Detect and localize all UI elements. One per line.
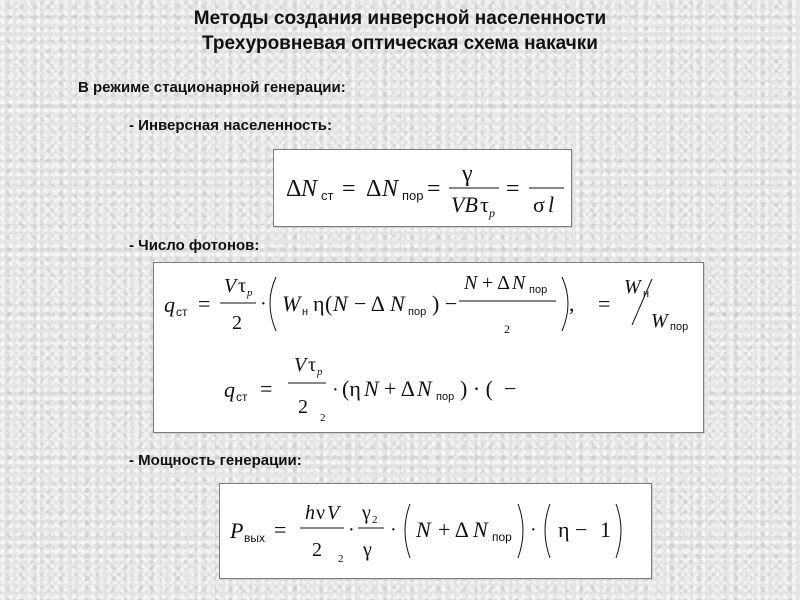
svg-text:N: N bbox=[364, 376, 379, 401]
svg-text:=: = bbox=[274, 517, 287, 542]
svg-text:ст: ст bbox=[236, 390, 248, 404]
inversion-formula-box bbox=[273, 149, 572, 227]
svg-text:2: 2 bbox=[372, 514, 378, 526]
photons-label: - Число фотонов: bbox=[129, 237, 260, 254]
svg-text:q: q bbox=[164, 292, 175, 317]
svg-text:−: − bbox=[504, 376, 517, 401]
svg-text:N: N bbox=[512, 272, 526, 294]
svg-text:γ: γ bbox=[462, 161, 473, 187]
svg-text:W: W bbox=[282, 291, 301, 316]
svg-text:V: V bbox=[327, 502, 340, 524]
svg-text:=: = bbox=[506, 176, 520, 202]
svg-text:l: l bbox=[548, 192, 555, 217]
sub-out: вых bbox=[244, 531, 265, 545]
photons-formula bbox=[154, 263, 703, 432]
svg-text:γ: γ bbox=[362, 502, 371, 524]
svg-text:·: · bbox=[348, 519, 355, 541]
svg-text:·: · bbox=[390, 519, 397, 541]
svg-text:2: 2 bbox=[298, 396, 308, 418]
svg-text:h: h bbox=[305, 502, 315, 524]
svg-text:пор: пор bbox=[408, 306, 427, 318]
svg-text:q: q bbox=[224, 377, 235, 402]
sub-st: ст bbox=[321, 188, 334, 203]
svg-text:=: = bbox=[427, 176, 441, 202]
photons-formula-box bbox=[153, 262, 704, 433]
svg-text:2: 2 bbox=[312, 539, 322, 561]
svg-text:пор: пор bbox=[492, 530, 512, 544]
svg-text:N: N bbox=[417, 376, 432, 401]
svg-text:p: p bbox=[317, 366, 323, 378]
power-formula bbox=[220, 484, 651, 578]
svg-text:+ Δ: + Δ bbox=[438, 517, 469, 542]
svg-text:=: = bbox=[598, 291, 611, 316]
svg-text:N: N bbox=[301, 176, 318, 202]
slide-title: Методы создания инверсной населенности bbox=[193, 8, 607, 29]
svg-text:N: N bbox=[473, 517, 488, 542]
svg-text:− Δ: − Δ bbox=[354, 291, 385, 316]
svg-text:пор: пор bbox=[670, 321, 689, 333]
svg-text:=: = bbox=[342, 176, 356, 202]
slide-subtitle: Трехуровневая оптическая схема накачки bbox=[202, 33, 598, 54]
svg-text:P: P bbox=[230, 518, 244, 543]
svg-text:) · (: ) · ( bbox=[460, 376, 493, 401]
svg-text:Δ: Δ bbox=[366, 176, 382, 202]
svg-text:ст: ст bbox=[176, 305, 188, 319]
inversion-label: - Инверсная населенность: bbox=[129, 117, 332, 134]
svg-text:N: N bbox=[390, 291, 405, 316]
svg-text:V: V bbox=[294, 354, 307, 376]
svg-text:,: , bbox=[569, 291, 575, 316]
svg-text:(: ( bbox=[325, 291, 333, 316]
svg-text:τ: τ bbox=[480, 192, 489, 217]
svg-text:2: 2 bbox=[338, 553, 344, 565]
svg-text:W: W bbox=[651, 310, 668, 332]
power-formula-box bbox=[219, 483, 652, 579]
svg-text:N: N bbox=[464, 272, 478, 294]
svg-text:+ Δ: + Δ bbox=[384, 376, 415, 401]
svg-text:γ: γ bbox=[363, 539, 372, 561]
svg-text:2: 2 bbox=[232, 312, 242, 334]
svg-text:Δ: Δ bbox=[286, 176, 302, 202]
svg-text:p: p bbox=[247, 287, 253, 299]
svg-text:η −: η − bbox=[558, 517, 588, 542]
svg-text:+ Δ: + Δ bbox=[482, 272, 511, 294]
sub-por: пор bbox=[402, 188, 424, 203]
svg-text:(η: (η bbox=[342, 376, 361, 401]
svg-text:пор: пор bbox=[436, 391, 455, 403]
inversion-formula bbox=[274, 150, 571, 226]
sub-n: н bbox=[302, 306, 309, 318]
svg-text:ν: ν bbox=[316, 502, 326, 524]
svg-text:VB: VB bbox=[451, 192, 478, 217]
svg-text:N: N bbox=[416, 517, 431, 542]
svg-text:η: η bbox=[313, 291, 325, 316]
svg-text:N: N bbox=[382, 176, 399, 202]
power-label: - Мощность генерации: bbox=[129, 452, 302, 469]
sub-p: p bbox=[489, 206, 495, 220]
svg-text:W: W bbox=[624, 276, 641, 298]
svg-text:н: н bbox=[643, 288, 650, 300]
svg-text:·: · bbox=[530, 519, 537, 541]
svg-text:пор: пор bbox=[529, 284, 548, 296]
svg-text:2: 2 bbox=[320, 412, 326, 424]
regime-heading: В режиме стационарной генерации: bbox=[78, 79, 346, 96]
svg-text:1: 1 bbox=[600, 517, 611, 542]
svg-text:·: · bbox=[260, 293, 267, 315]
svg-text:2: 2 bbox=[504, 322, 510, 336]
svg-text:) −: ) − bbox=[432, 291, 458, 316]
svg-text:=: = bbox=[260, 376, 273, 401]
svg-text:·: · bbox=[332, 379, 339, 401]
svg-text:τ: τ bbox=[238, 275, 247, 297]
svg-text:=: = bbox=[198, 291, 211, 316]
svg-text:τ: τ bbox=[308, 354, 317, 376]
svg-text:N: N bbox=[333, 291, 348, 316]
svg-text:V: V bbox=[224, 275, 237, 297]
svg-text:σ: σ bbox=[533, 192, 545, 217]
